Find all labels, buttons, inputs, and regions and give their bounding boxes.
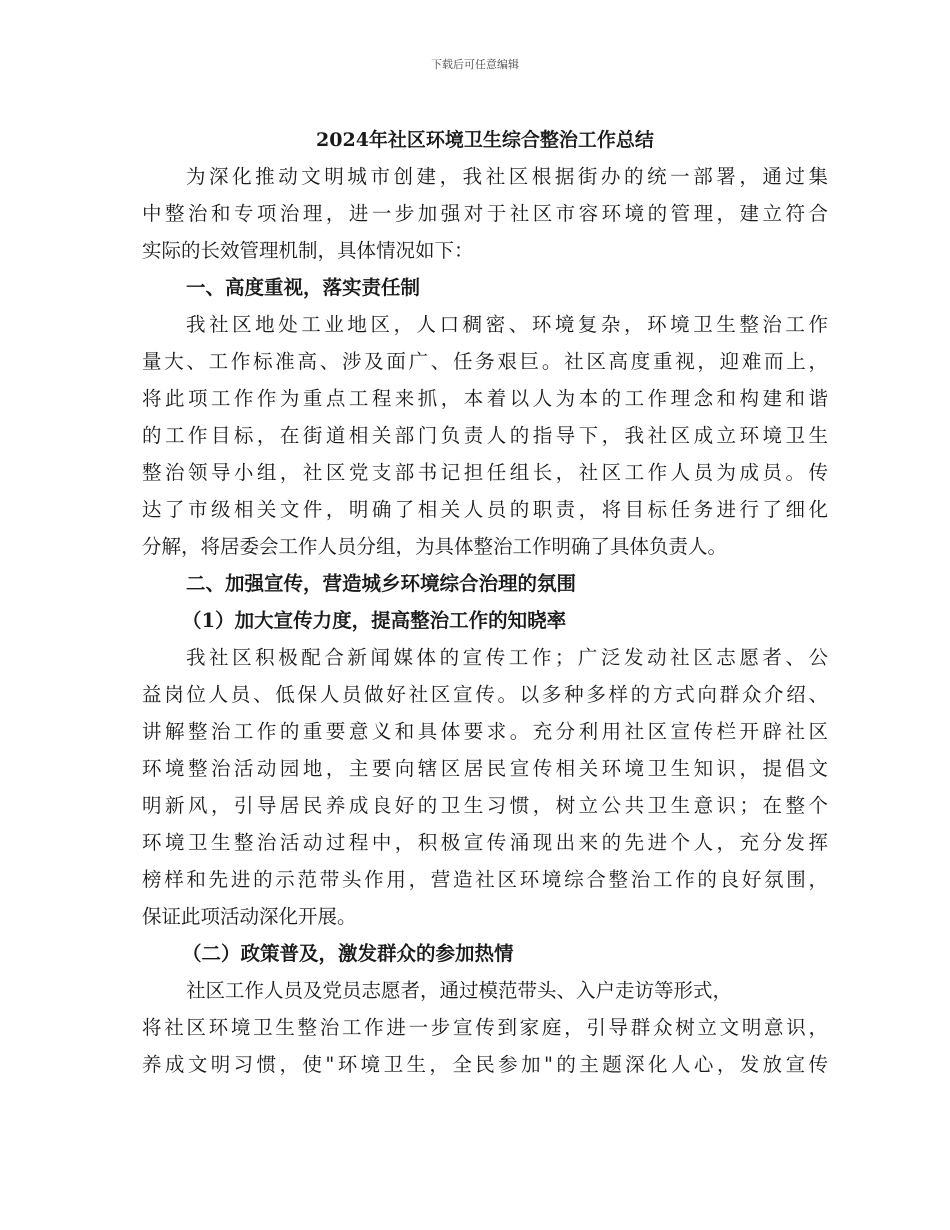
paragraph-line: 明新风，引导居民养成良好的卫生习惯，树立公共卫生意识；在整个 — [142, 794, 828, 817]
paragraph-line: 益岗位人员、低保人员做好社区宣传。以多种多样的方式向群众介绍、 — [142, 683, 828, 706]
section-heading: （二）政策普及，激发群众的参加热情 — [182, 942, 514, 965]
paragraph-line: 榜样和先进的示范带头作用，营造社区环境综合整治工作的良好氛围， — [142, 868, 828, 891]
paragraph-line: 环境卫生整治活动过程中，积极宣传涌现出来的先进个人，充分发挥 — [142, 831, 828, 854]
paragraph-line: 环境整治活动园地，主要向辖区居民宣传相关环境卫生知识，提倡文 — [142, 757, 828, 780]
paragraph-line: 分解，将居委会工作人员分组，为具体整治工作明确了具体负责人。 — [142, 535, 728, 558]
document-body — [142, 122, 828, 1083]
paragraph-line: 我社区地处工业地区，人口稠密、环境复杂，环境卫生整治工作 — [186, 313, 828, 336]
header-note: 下载后可任意编辑 — [431, 58, 519, 71]
paragraph-line: 养成文明习惯，使"环境卫生，全民参加"的主题深化人心，发放宣传 — [142, 1053, 828, 1076]
paragraph-line: 达了市级相关文件，明确了相关人员的职责，将目标任务进行了细化 — [142, 498, 828, 521]
paragraph-line: 实际的长效管理机制，具体情况如下： — [142, 239, 474, 262]
document-text — [142, 158, 828, 1083]
section-heading: 一、高度重视，落实责任制 — [186, 276, 421, 299]
paragraph-line: 量大、工作标准高、涉及面广、任务艰巨。社区高度重视，迎难而上， — [142, 350, 828, 373]
paragraph-line: 我社区积极配合新闻媒体的宣传工作；广泛发动社区志愿者、公 — [186, 646, 828, 669]
paragraph-line: 为深化推动文明城市创建，我社区根据街办的统一部署，通过集 — [186, 165, 828, 188]
paragraph-line: 将社区环境卫生整治工作进一步宣传到家庭，引导群众树立文明意识， — [142, 1016, 828, 1039]
section-heading: 二、加强宣传，营造城乡环境综合治理的氛围 — [186, 572, 577, 595]
section-heading: （1）加大宣传力度，提高整治工作的知晓率 — [182, 609, 567, 632]
paragraph-line: 中整治和专项治理，进一步加强对于社区市容环境的管理，建立符合 — [142, 202, 828, 225]
paragraph-line: 社区工作人员及党员志愿者，通过模范带头、入户走访等形式， — [186, 979, 733, 1002]
paragraph-line: 保证此项活动深化开展。 — [142, 905, 357, 928]
document-title: 2024年社区环境卫生综合整治工作总结 — [316, 129, 654, 151]
paragraph-line: 讲解整治工作的重要意义和具体要求。充分利用社区宣传栏开辟社区 — [142, 720, 828, 743]
paragraph-line: 的工作目标，在街道相关部门负责人的指导下，我社区成立环境卫生 — [142, 424, 828, 447]
paragraph-line: 将此项工作作为重点工程来抓，本着以人为本的工作理念和构建和谐 — [142, 387, 828, 410]
paragraph-line: 整治领导小组，社区党支部书记担任组长，社区工作人员为成员。传 — [142, 461, 828, 484]
